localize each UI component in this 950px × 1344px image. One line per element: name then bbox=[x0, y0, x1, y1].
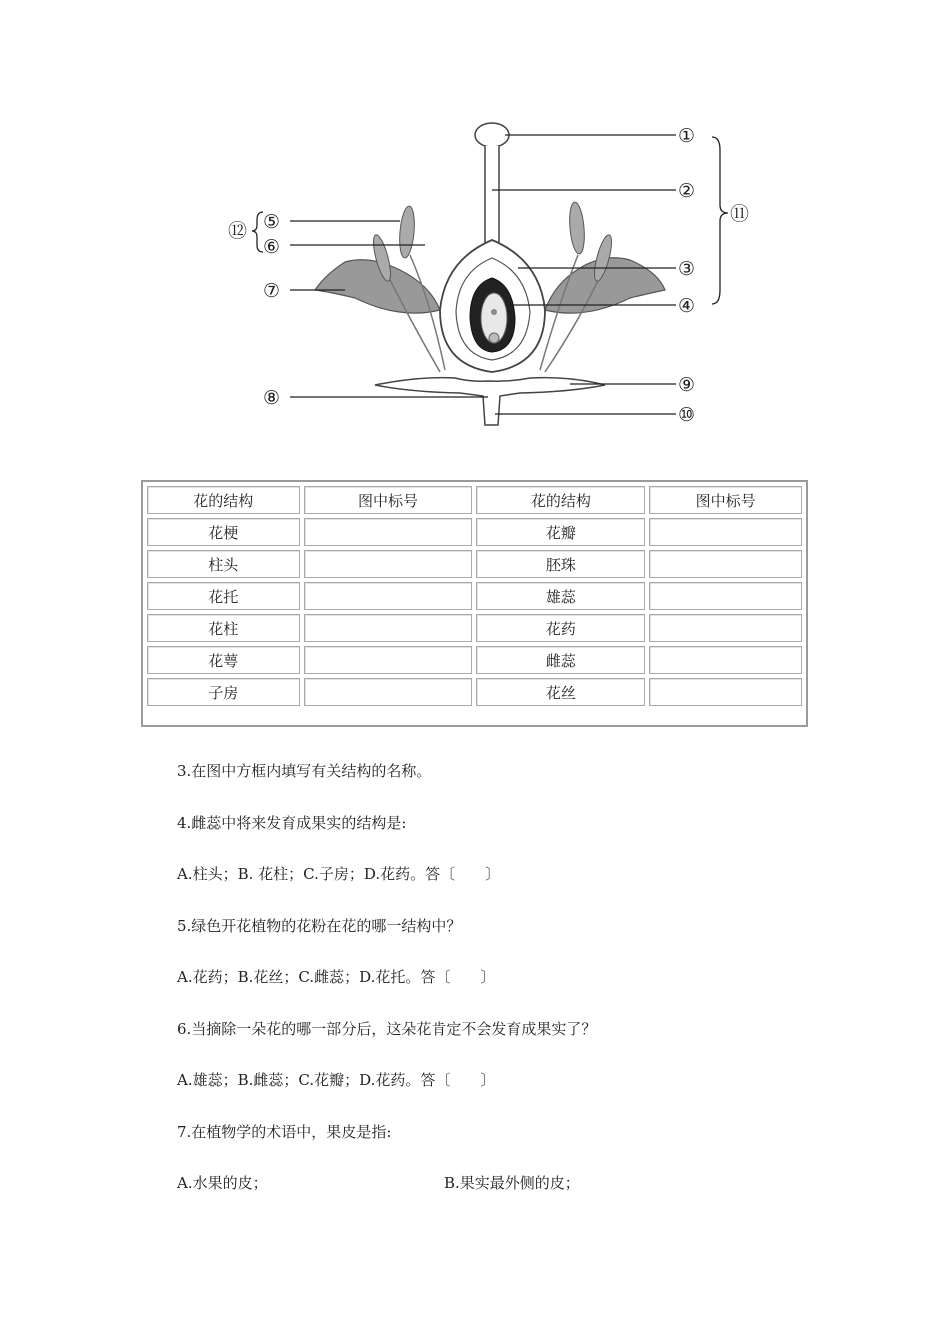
table-header: 图中标号 bbox=[649, 486, 802, 514]
structure-name-cell: 雄蕊 bbox=[476, 582, 645, 610]
label-6: ⑥ bbox=[263, 236, 281, 258]
answer-cell[interactable] bbox=[649, 582, 802, 610]
brace-12 bbox=[252, 212, 263, 252]
question-5: 5.绿色开花植物的花粉在花的哪一结构中？ bbox=[177, 917, 462, 935]
answer-cell[interactable] bbox=[304, 678, 473, 706]
structure-name-cell: 花梗 bbox=[147, 518, 300, 546]
structure-table-wrapper bbox=[141, 480, 808, 727]
answer-cell[interactable] bbox=[304, 518, 473, 546]
label-1: ① bbox=[678, 125, 696, 147]
label-11: ⑪ bbox=[730, 203, 750, 225]
question-6: 6.当摘除一朵花的哪一部分后，这朵花肯定不会发育成果实了？ bbox=[177, 1020, 597, 1038]
table-row bbox=[147, 614, 802, 642]
anther-right-1 bbox=[568, 201, 586, 254]
question-4-options: A.柱头；B. 花柱；C.子房；D.花药。答〔 〕 bbox=[177, 865, 501, 883]
table-header: 花的结构 bbox=[476, 486, 645, 514]
label-12: ⑫ bbox=[228, 220, 248, 242]
answer-cell[interactable] bbox=[304, 614, 473, 642]
style bbox=[485, 146, 499, 245]
label-2: ② bbox=[678, 180, 696, 202]
table-header-row bbox=[147, 486, 802, 514]
structure-name-cell: 花托 bbox=[147, 582, 300, 610]
label-4: ④ bbox=[678, 295, 696, 317]
table-row bbox=[147, 518, 802, 546]
structure-name-cell: 雌蕊 bbox=[476, 646, 645, 674]
stigma bbox=[475, 123, 509, 147]
flower-structure-diagram bbox=[0, 0, 950, 460]
table-row bbox=[147, 550, 802, 578]
brace-11 bbox=[712, 137, 728, 304]
petal-left bbox=[315, 260, 440, 313]
label-8: ⑧ bbox=[263, 387, 281, 409]
structure-name-cell: 花药 bbox=[476, 614, 645, 642]
table-row bbox=[147, 646, 802, 674]
structure-name-cell: 胚珠 bbox=[476, 550, 645, 578]
sepal-receptacle bbox=[375, 378, 605, 425]
label-7: ⑦ bbox=[263, 280, 281, 302]
table-header: 图中标号 bbox=[304, 486, 473, 514]
answer-cell[interactable] bbox=[649, 614, 802, 642]
table-header: 花的结构 bbox=[147, 486, 300, 514]
structure-name-cell: 花瓣 bbox=[476, 518, 645, 546]
question-5-options: A.花药；B.花丝；C.雌蕊；D.花托。答〔 〕 bbox=[177, 968, 496, 986]
structure-name-cell: 子房 bbox=[147, 678, 300, 706]
answer-cell[interactable] bbox=[304, 646, 473, 674]
question-6-options: A.雄蕊；B.雌蕊；C.花瓣；D.花药。答〔 〕 bbox=[177, 1071, 496, 1089]
answer-cell[interactable] bbox=[649, 678, 802, 706]
structure-name-cell: 花萼 bbox=[147, 646, 300, 674]
table-row bbox=[147, 582, 802, 610]
answer-cell[interactable] bbox=[649, 646, 802, 674]
table-row bbox=[147, 678, 802, 706]
anther-left-1 bbox=[398, 205, 416, 258]
question-7: 7.在植物学的术语中，果皮是指: bbox=[177, 1123, 392, 1141]
structure-name-cell: 柱头 bbox=[147, 550, 300, 578]
structure-table bbox=[143, 482, 806, 710]
answer-cell[interactable] bbox=[304, 550, 473, 578]
question-4: 4.雌蕊中将来发育成果实的结构是: bbox=[177, 814, 407, 832]
question-7-option-a: A.水果的皮； bbox=[177, 1174, 268, 1192]
question-3: 3.在图中方框内填写有关结构的名称。 bbox=[177, 762, 432, 780]
answer-cell[interactable] bbox=[304, 582, 473, 610]
answer-cell[interactable] bbox=[649, 550, 802, 578]
label-9: ⑨ bbox=[678, 374, 696, 396]
label-5: ⑤ bbox=[263, 211, 281, 233]
answer-cell[interactable] bbox=[649, 518, 802, 546]
structure-name-cell: 花丝 bbox=[476, 678, 645, 706]
structure-name-cell: 花柱 bbox=[147, 614, 300, 642]
label-10: ⑩ bbox=[678, 404, 696, 426]
label-3: ③ bbox=[678, 258, 696, 280]
question-7-option-b: B.果实最外侧的皮； bbox=[444, 1174, 580, 1192]
